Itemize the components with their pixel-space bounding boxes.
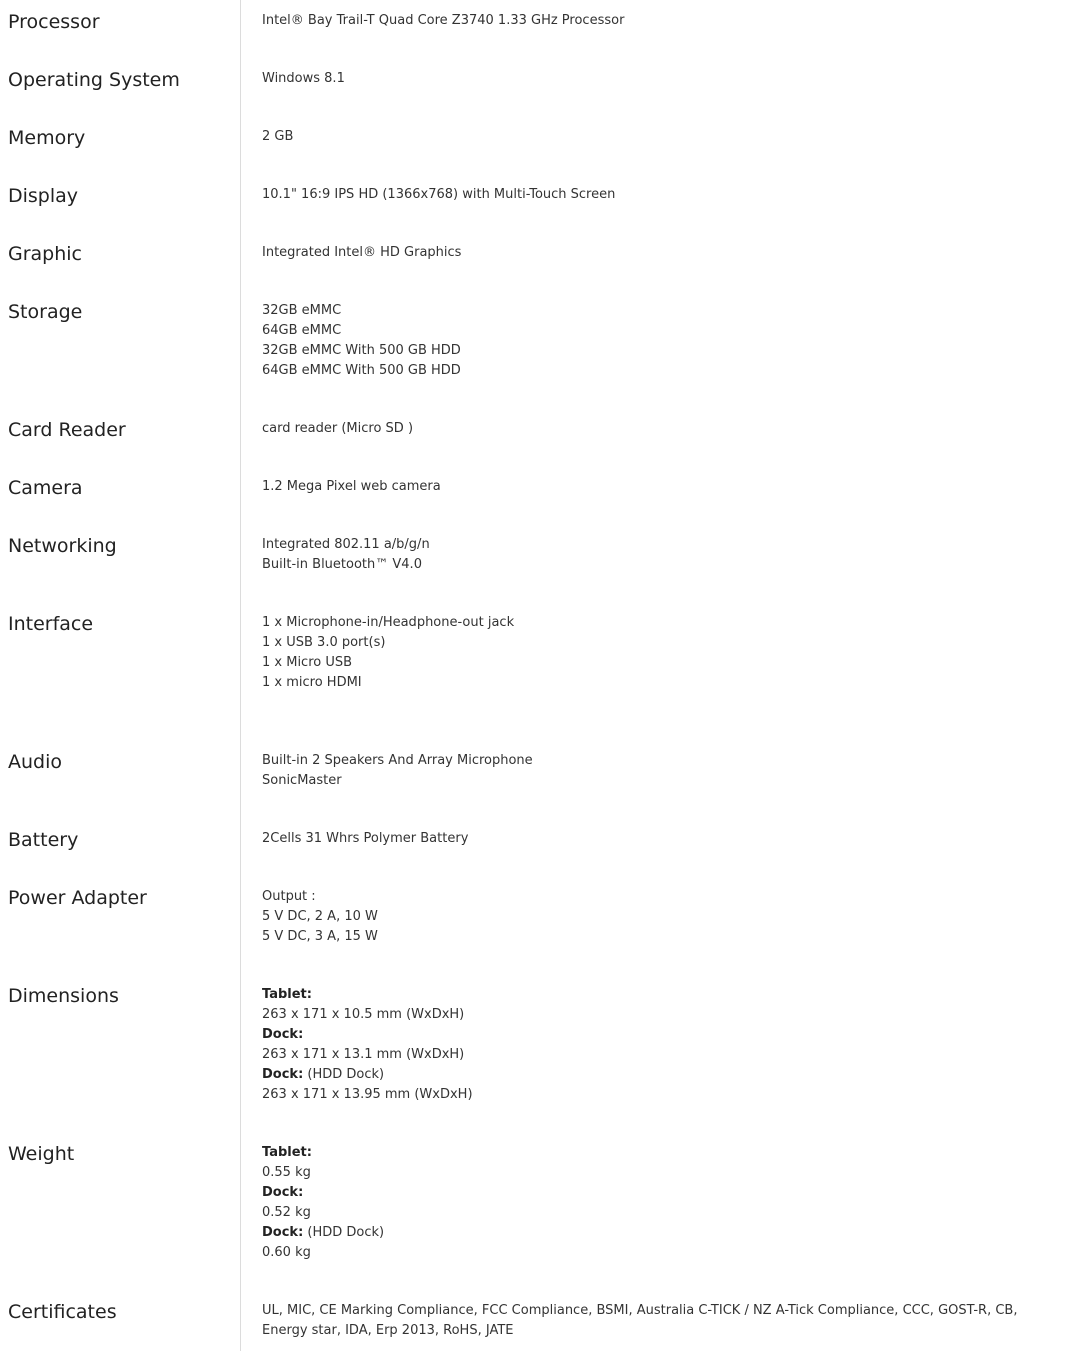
spec-label: Weight bbox=[8, 1143, 75, 1165]
spec-label: Certificates bbox=[8, 1301, 117, 1323]
spec-value-line: 5 V DC, 3 A, 15 W bbox=[262, 929, 378, 944]
spec-value-line: 0.55 kg bbox=[262, 1165, 311, 1180]
spec-label: Card Reader bbox=[8, 419, 126, 441]
spec-value bbox=[262, 535, 1062, 575]
spec-value-line bbox=[262, 1025, 1062, 1045]
spec-label: Power Adapter bbox=[8, 887, 147, 909]
spec-value-line: 0.60 kg bbox=[262, 1245, 311, 1260]
spec-value-line: 263 x 171 x 10.5 mm (WxDxH) bbox=[262, 1007, 465, 1022]
spec-value bbox=[262, 69, 1062, 89]
spec-value bbox=[262, 985, 1062, 1105]
spec-label: Interface bbox=[8, 613, 94, 635]
spec-label: Display bbox=[8, 185, 79, 207]
spec-value-line: 1 x Micro USB bbox=[262, 655, 353, 670]
spec-value-heading: Dock: bbox=[262, 1185, 304, 1200]
spec-value-line: Output : bbox=[262, 889, 316, 904]
spec-value bbox=[262, 185, 1062, 205]
spec-value-line: 64GB eMMC bbox=[262, 323, 342, 338]
spec-value bbox=[262, 1143, 1062, 1263]
spec-value bbox=[262, 1301, 1062, 1341]
spec-value bbox=[262, 127, 1062, 147]
spec-value-line bbox=[262, 1143, 1062, 1163]
spec-label: Dimensions bbox=[8, 985, 119, 1007]
spec-value-line: Integrated Intel® HD Graphics bbox=[262, 245, 462, 260]
spec-value-heading: Dock: bbox=[262, 1027, 304, 1042]
spec-value-line: Dock: (HDD Dock) bbox=[262, 1067, 385, 1082]
column-divider bbox=[240, 0, 241, 1351]
spec-value-heading: Dock: bbox=[262, 1225, 304, 1240]
spec-value-heading: Dock: bbox=[262, 1067, 304, 1082]
spec-value-line: 1 x Microphone-in/Headphone-out jack bbox=[262, 615, 515, 630]
spec-value-line: Built-in Bluetooth™ V4.0 bbox=[262, 557, 422, 572]
spec-value-heading: Tablet: bbox=[262, 1145, 312, 1160]
spec-value bbox=[262, 887, 1062, 947]
spec-label: Networking bbox=[8, 535, 117, 557]
spec-value-line: 0.52 kg bbox=[262, 1205, 311, 1220]
spec-label: Operating System bbox=[8, 69, 180, 91]
spec-value bbox=[262, 613, 1062, 693]
spec-value-line: Windows 8.1 bbox=[262, 71, 345, 86]
spec-value-line: 32GB eMMC With 500 GB HDD bbox=[262, 343, 461, 358]
spec-value-line: 2Cells 31 Whrs Polymer Battery bbox=[262, 831, 469, 846]
spec-value-line: 1.2 Mega Pixel web camera bbox=[262, 479, 441, 494]
spec-value-line: 10.1" 16:9 IPS HD (1366x768) with Multi-Touch Screen bbox=[262, 187, 616, 202]
spec-value-line: card reader (Micro SD ) bbox=[262, 421, 414, 436]
spec-value-line: 1 x USB 3.0 port(s) bbox=[262, 635, 386, 650]
spec-value-line: UL, MIC, CE Marking Compliance, FCC Compliance, BSMI, Australia C-TICK / NZ A-Tick Compliance, CCC, GOST-R, CB, Energy star, IDA, Erp 2013, RoHS, JATE bbox=[262, 1303, 1018, 1338]
spec-value-line: Built-in 2 Speakers And Array Microphone bbox=[262, 753, 533, 768]
spec-value-line: Dock: (HDD Dock) bbox=[262, 1225, 385, 1240]
spec-value-line: 263 x 171 x 13.1 mm (WxDxH) bbox=[262, 1047, 465, 1062]
spec-value bbox=[262, 477, 1062, 497]
spec-value-line: 1 x micro HDMI bbox=[262, 675, 362, 690]
spec-value-line bbox=[262, 985, 1062, 1005]
spec-value-line: 5 V DC, 2 A, 10 W bbox=[262, 909, 378, 924]
spec-value bbox=[262, 419, 1062, 439]
spec-value-heading: Tablet: bbox=[262, 987, 312, 1002]
spec-value-line bbox=[262, 1183, 1062, 1203]
spec-label: Audio bbox=[8, 751, 63, 773]
spec-value bbox=[262, 243, 1062, 263]
spec-value bbox=[262, 751, 1062, 791]
spec-label: Processor bbox=[8, 11, 100, 33]
spec-value bbox=[262, 301, 1062, 381]
spec-value-line: Intel® Bay Trail-T Quad Core Z3740 1.33 GHz Processor bbox=[262, 13, 625, 28]
spec-label: Memory bbox=[8, 127, 86, 149]
spec-value-line: 2 GB bbox=[262, 129, 294, 144]
spec-label: Graphic bbox=[8, 243, 83, 265]
spec-value-line: SonicMaster bbox=[262, 773, 342, 788]
spec-label: Battery bbox=[8, 829, 79, 851]
spec-value-line: Integrated 802.11 a/b/g/n bbox=[262, 537, 430, 552]
spec-value bbox=[262, 11, 1062, 31]
spec-value-line: 64GB eMMC With 500 GB HDD bbox=[262, 363, 461, 378]
spec-value-line: 32GB eMMC bbox=[262, 303, 342, 318]
spec-value-line: 263 x 171 x 13.95 mm (WxDxH) bbox=[262, 1087, 473, 1102]
spec-value bbox=[262, 829, 1062, 849]
spec-label: Camera bbox=[8, 477, 83, 499]
spec-label: Storage bbox=[8, 301, 83, 323]
